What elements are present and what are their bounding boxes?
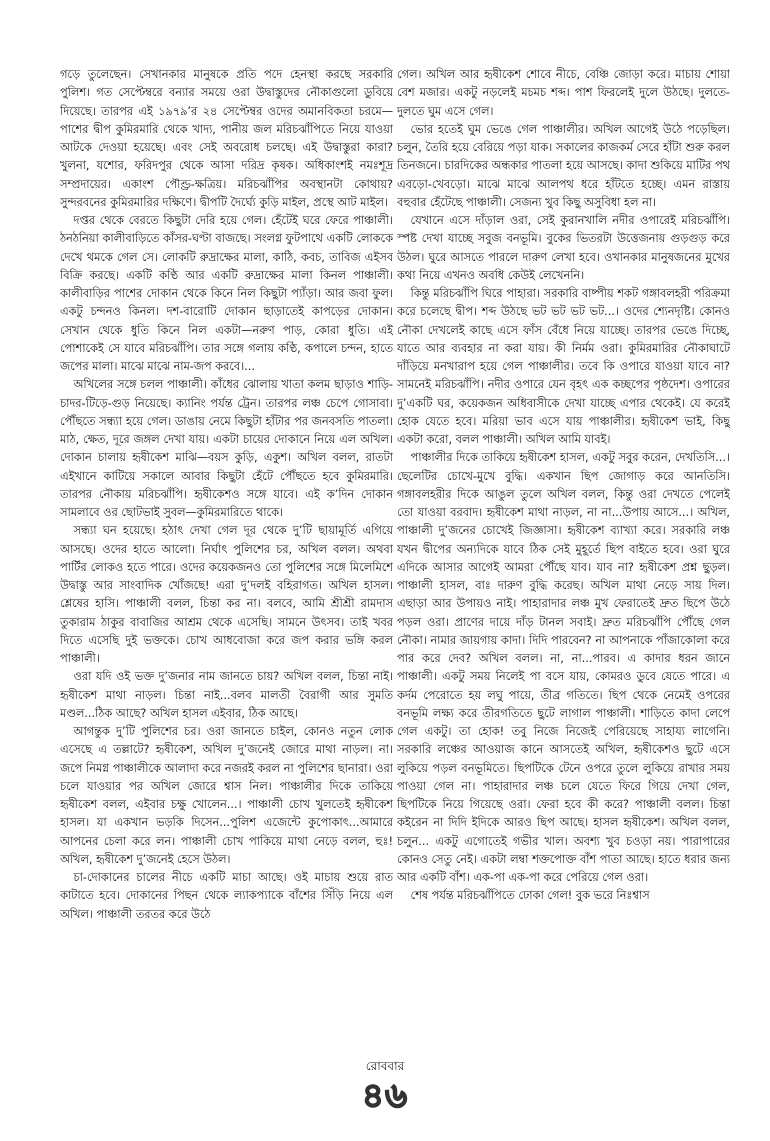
- paragraph: ওরা যদি ওই ভক্ত দু’জনার নাম জানতে চায়? অখিল বলল, চিন্তা নাই। হৃষীকেশ মাথা নাড়ল। চিন্তা নাই...বলব মালতী বৈরাগী আর সুমতি মণ্ডল...ঠিক আছে? অখিল হাসল এইবার, ঠিক আছে।: [60, 670, 393, 720]
- paragraph: গড়ে তুলেছেন। সেখানকার মানুষকে প্রতি পদে হেনস্থা করছে সরকারি পুলিশ। গত সেপ্টেম্বরে বন্যার সময়ে ওরা উদ্বাস্তুদের নৌকাগুলো ডুবিয়ে দিয়েছে। তারপর এই ১৯৭৯’র ২৪ সেপ্টেম্বর ওদের অমানবিকতা চরমে—পাশের দ্বীপ কুমিরমারি থেকে খাদ্য, পানীয় জল মরিচঝাঁপিতে নিয়ে যাওয়া আটকে দেওয়া হয়েছে। এবং সেই অবরোধ চলছে। এই উদ্বাস্তুরা কারা? খুলনা, যশোর, ফরিদপুর থেকে আসা দরিদ্র কৃষক। অধিকাংশই নমঃশূদ্র সম্প্রদায়ের। একাংশ পৌণ্ড্র-ক্ষত্রিয়। মরিচঝাঁপির অবস্থানটা কোথায়? সুন্দরবনের কুমিরমারির দক্ষিণে। দ্বীপটি দৈর্ঘ্যে কুড়ি মাইল, প্রস্থে আট মাইল।: [60, 68, 393, 209]
- paragraph: শেষ পর্যন্ত মরিচঝাঁপিতে ঢোকা গেল! বুক ভরে নিঃশ্বাস: [410, 889, 650, 903]
- paragraph: চা-দোকানের চালের নীচে একটি মাচা আছে। ওই মাচায় শুয়ে রাত কাটাতে হবে। দোকানের পিছন থেকে ল্যাকপ্যাকে বাঁশের সিঁড়ি নিয়ে এল অখিল। পাঞ্চালী তরতর করে উঠে: [60, 871, 393, 921]
- paragraph: দপ্তর থেকে বেরতে কিছুটা দেরি হয়ে গেল। হেঁটেই ঘরে ফেরে পাঞ্চালী। ঠনঠনিয়া কালীবাড়িতে কাঁসর-ঘণ্টা বাজছে। সংলগ্ন ফুটপাথে একটি লোককে দেখে থমকে গেল সে। লোকটি রুদ্রাক্ষের মালা, কাঠি, কবচ, তাবিজ এইসব বিক্রি করছে। একটি কণ্ঠি আর একটি রুদ্রাক্ষের মালা কিনল পাঞ্চালী। কালীবাড়ির পাশের দোকান থেকে কিনে নিল কিছুটা প্যাঁড়া। আর জবা ফুল। একটু চন্দনও কিনল। দশ-বারোটি দোকান ছাড়াতেই কাপড়ের দোকান। সেখান থেকে ধুতি কিনে নিল একটা—নরুণ পাড়, কোরা ধুতি। এই পোশাকেই সে যাবে মরিচঝাঁপি। তার সঙ্গে গলায় কণ্ঠি, কপালে চন্দন, হাতে জপের মালা। মাঝে মাঝে নাম-জপ করবে।...: [60, 214, 393, 373]
- text-column-left: [60, 66, 393, 1056]
- text-column-right: [397, 66, 730, 1056]
- paragraph: কিন্তু মরিচঝাঁপি ঘিরে পাহারা। সরকারি বাষ্পীয় শকট গঙ্গাবলহরী পরিক্রমা করে চলেছে দ্বীপ। শব্দ উঠছে ভট ভট ভট ভট...। ওদের শ্যেনদৃষ্টি। কোনও নৌকা দেখলেই কাছে এসে ফাঁস বেঁধে নিয়ে যাচ্ছে। তারপর ভেঙে দিচ্ছে, যাতে আর ব্যবহার না করা যায়। কী নির্মম ওরা। কুমিরমারির নৌকাঘাটে দাঁড়িয়ে মনখারাপ হয়ে গেল পাঞ্চালীর। তবে কি ওপারে যাওয়া যাবে না? সামনেই মরিচঝাঁপি। নদীর ওপারে যেন বৃহৎ এক কচ্ছপের পৃষ্ঠদেশ। ওপারের দু’একটি ঘর, কয়েকজন অধিবাসীকে দেখা যাচ্ছে এপার থেকেই। যে করেই হোক যেতে হবে। মরিয়া ভাব এসে যায় পাঞ্চালীর। হৃষীকেশ ভাই, কিছু একটা করো, বলল পাঞ্চালী। অখিল আমি যাবই।: [397, 287, 730, 446]
- paragraph: সন্ধ্যা ঘন হয়েছে। হঠাৎ দেখা গেল দূর থেকে দু’টি ছায়ামূর্তি এগিয়ে আসছে। ওদের হাতে আলো। নির্ঘাৎ পুলিশের চর, অখিল বলল। অথবা পার্টির লোকও হতে পারে। ওদের কয়েকজনও তো পুলিশের সঙ্গে মিলেমিশে উদ্বাস্তু আর সাংবাদিক খোঁজছে! এরা দু’দলই বহিরাগত। অখিল হাসল। শ্লেষের হাসি। পাঞ্চালী বলল, চিন্তা কর না। বলবে, আমি শ্রীশ্রী রামদাস তুকারাম ঠাকুর বাবাজির আশ্রম থেকে এসেছি। সামনে উৎসব। তাই খবর দিতে এসেছি দুই ভক্তকে। চোখ আধবোজা করে জপ করার ভঙ্গি করল পাঞ্চালী।: [60, 524, 393, 665]
- paragraph: পাঞ্চালীর দিকে তাকিয়ে হৃষীকেশ হাসল, একটু সবুর করেন, দেখতিসি...। ছেলেটির চোখে-মুখে বুদ্ধি। একখান ছিপ জোগাড় করে আনতিসি। গঙ্গাবলহরীর দিকে আঙুল তুলে অখিল বলল, কিন্তু ওরা দেখতে পেলেই তো যাওয়া বরবাদ। হৃষীকেশ মাথা নাড়ল, না না...উপায় আসে...। অখিল, পাঞ্চালী দু’জনের চোখেই জিজ্ঞাসা। হৃষীকেশ ব্যাখ্যা করে। সরকারি লঞ্চ যখন দ্বীপের অন্যদিকে যাবে ঠিক সেই মুহূর্তে ছিপ বাইতে হবে। ওরা ঘুরে এদিকে আসার আগেই আমরা পৌঁছে যাব। যাব না? হৃষীকেশ প্রশ্ন ছুড়ল। পাঞ্চালী হাসল, বাঃ দারুণ বুদ্ধি করেছ। অখিল মাথা নেড়ে সায় দিল। এছাড়া আর উপায়ও নাই। পাহারাদার লঞ্চ মুখ ফেরাতেই দ্রুত ছিপে উঠে পড়ল ওরা। প্রাণের দায়ে দাঁড় টানল সবাই। দ্রুত মরিচঝাঁপি পৌঁছে গেল নৌকা। নামার জায়গায় কাদা। দিদি পারবেন? না আপনাকে পাঁজাকোলা করে পার করে দেব? অখিল বলল। না, না...পারব। এ কাদার ধরন জানে পাঞ্চালী। একটু সময় নিলেই পা বসে যায়, কোমরও ডুবে যেতে পারে। এ কর্দম পেরোতে হয় লঘু পায়ে, তীব্র গতিতে। ছিপ থেকে নেমেই ওপরের বনভূমি লক্ষ্য করে তীরগতিতে ছুটে লাগাল পাঞ্চালী। শাড়িতে কাদা লেপে গেল একটু। তা হোক! তবু নিজে নিজেই পেরিয়েছে সাহায্য লাগেনি। সরকারি লঞ্চের আওয়াজ কানে আসতেই অখিল, হৃষীকেশও ছুটে এসে লুকিয়ে পড়ল বনভূমিতে। ছিপটিকে টেনে ওপরে তুলে লুকিয়ে রাখার সময় পাওয়া গেল না। পাহারাদার লঞ্চ চলে যেতে ফিরে গিয়ে দেখা গেল, ছিপটিকে নিয়ে গিয়েছে ওরা। ফেরা হবে কী করে? পাঞ্চালী বলল। চিন্তা কইরেন না দিদি ইদিকে আরও ছিপ আছে। হাসল হৃষীকেশ। অখিল বলল, চলুন... একটু এগোতেই গভীর খাল। অবশ্য খুব চওড়া নয়। পারাপারের কোনও সেতু নেই। একটা লম্বা শক্তপোক্ত বাঁশ পাতা আছে। হাতে ধরার জন্য আর একটি বাঁশ। এক-পা এক-পা করে পেরিয়ে গেল ওরা।: [397, 451, 730, 884]
- paragraph: অখিলের সঙ্গে চলল পাঞ্চালী। কাঁধের ঝোলায় খাতা কলম ছাড়াও শাড়ি-চাদর-টিড়ে-গুড় নিয়েছে। ক্যানিং পর্যন্ত ট্রেন। তারপর লঞ্চ চেপে গোসাবা। পৌঁছতে সন্ধ্যা হয়ে গেল। ডাঙায় নেমে কিছুটা হাঁটার পর জনবসতি পাতলা। মাঠ, ক্ষেত, দূরে জঙ্গল দেখা যায়। একটা চায়ের দোকানে নিয়ে এল অখিল। দোকান চালায় হৃষীকেশ মাঝি—বয়স কুড়ি, একুশ। অখিল বলল, রাতটা এইখানে কাটিয়ে সকালে আবার কিছুটা হেঁটে পৌঁছতে হবে কুমিরমারি। তারপর নৌকায় মরিচঝাঁপি। হৃষীকেশও সঙ্গে যাবে। এই ক’দিন দোকান সামলাবে ওর ছোটভাই সুবল—কুমিরমারিতে থাকে।: [60, 378, 393, 519]
- paragraph: আগন্তুক দু’টি পুলিশের চর। ওরা জানতে চাইল, কোনও নতুন লোক এসেছে এ তল্লাটে? হৃষীকেশ, অখিল দু’জনেই জোরে মাথা নাড়ল। না। জপে নিমগ্ন পাঞ্চালীকে আলাদা করে নজরই করল না পুলিশের ছানারা। ওরা চলে যাওয়ার পর অখিল জোরে শ্বাস নিল। পাঞ্চালীর দিকে তাকিয়ে হৃষীকেশ বলল, এইবার চক্ষু খোলেন...। পাঞ্চালী চোখ খুলতেই হৃষীকেশ হাসল। যা একখান ভড়কি দিসেন...পুলিশ এজেন্টে কুপোকাৎ...আমারে আপনের চেলা করে লন। পাঞ্চালী চোখ পাকিয়ে মাথা নেড়ে বলল, হুঃ! অখিল, হৃষীকেশ দু’জনেই হেসে উঠল।: [60, 725, 393, 866]
- page-number: ৪৬: [361, 1076, 409, 1116]
- magazine-name: রোববার: [365, 1059, 405, 1073]
- paragraph: গেল। অখিল আর হৃষীকেশ শোবে নীচে, বেঞ্চি জোড়া করে। মাচায় শোয়া বেশ মজার। একটু নড়লেই মচমচ শব্দ। পাশ ফিরলেই দুলে উঠছে। দুলতে-দুলতে ঘুম এসে গেল।: [397, 68, 730, 118]
- paragraph: ভোর হতেই ঘুম ভেঙে গেল পাঞ্চালীর। অখিল আগেই উঠে পড়েছিল। চলুন, তৈরি হয়ে বেরিয়ে পড়া যাক। সকালের কাজকর্ম সেরে হাঁটা শুরু করল তিনজনে। চারদিকের অন্ধকার পাতলা হয়ে আসছে। কাদা শুকিয়ে মাটির পথ এবড়ো-খেবড়ো। মাঝে মাঝে আলপথ ধরে হাঁটতে হচ্ছে। এমন রাস্তায় বহুবার হেঁটেছে পাঞ্চালী। সেজন্য খুব কিছু অসুবিধা হল না।: [397, 122, 730, 209]
- paragraph: যেখানে এসে দাঁড়াল ওরা, সেই কুরানখালি নদীর ওপারেই মরিচঝাঁপি। স্পষ্ট দেখা যাচ্ছে সবুজ বনভূমি। বুকের ভিতরটা উত্তেজনায় গুড়গুড় করে উঠল। ঘুরে আসতে পারলে দারুণ লেখা হবে। ওখানকার মানুষজনের মুখের কথা নিয়ে এখনও অবধি কেউই লেখেননি।: [397, 214, 730, 282]
